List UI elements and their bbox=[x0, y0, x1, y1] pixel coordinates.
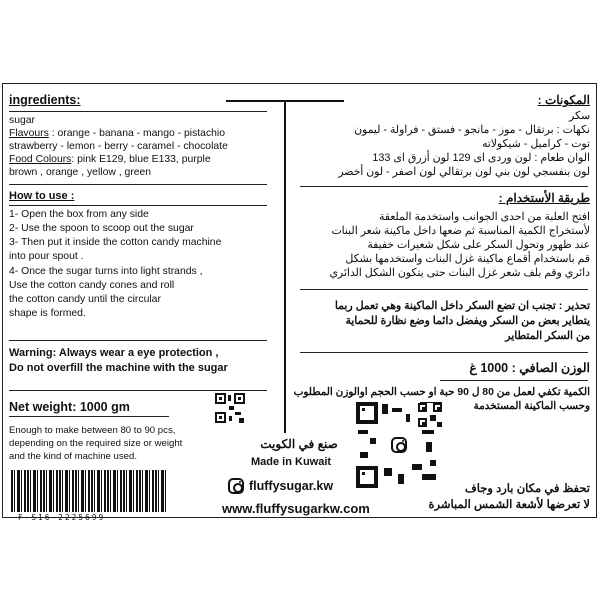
barcode-number: F-S16-2225699 bbox=[18, 513, 106, 522]
qr-module bbox=[370, 438, 376, 444]
qr-finder bbox=[356, 466, 378, 488]
qr-logo-bg bbox=[386, 432, 412, 458]
instagram-icon[interactable] bbox=[228, 478, 244, 494]
made-in-ar: صنع في الكويت bbox=[260, 437, 338, 451]
flavours-label: Flavours bbox=[9, 128, 49, 139]
colours-line-2: brown , orange , yellow , green bbox=[9, 167, 152, 178]
sugar-text-ar: سكر bbox=[569, 110, 590, 122]
howto-heading: How to use : bbox=[9, 190, 75, 202]
flavours-line bbox=[9, 127, 225, 140]
usage-heading-ar: طريقة الأستخدام : bbox=[498, 191, 590, 205]
website-link[interactable]: www.fluffysugarkw.com bbox=[222, 501, 370, 516]
sugar-text: sugar bbox=[9, 115, 35, 126]
instagram-icon bbox=[391, 437, 407, 453]
warning-ar: من السكر المتطاير bbox=[505, 330, 590, 342]
ingredients-heading: ingredients: bbox=[9, 93, 81, 107]
warning-line-1: Warning: Always wear a eye protection , bbox=[9, 347, 219, 359]
qr-code-small[interactable] bbox=[215, 393, 245, 423]
flavours-line-2: strawberry - lemon - berry - caramel - chocolate bbox=[9, 141, 228, 152]
yield-ar: الكمية تكفي لعمل من 80 ل 90 حبة او حسب الحجم اوالوزن المطلوب bbox=[293, 387, 590, 398]
qr-finder bbox=[418, 418, 427, 427]
qr-module bbox=[430, 460, 436, 466]
step-line: 3- Then put it inside the cotton candy machine bbox=[9, 237, 222, 248]
yield-line: and the kind of machine used. bbox=[9, 451, 138, 462]
yield-line: Enough to make between 80 to 90 pcs, bbox=[9, 425, 176, 436]
step-line: the cotton candy until the circular bbox=[9, 294, 161, 305]
made-in-en: Made in Kuwait bbox=[251, 456, 332, 468]
usage-line-ar: دائري وقم بلف شعر غزل البنات حتى يتكون الشكل الدائري bbox=[329, 267, 590, 279]
divider bbox=[300, 289, 588, 290]
qr-module bbox=[430, 415, 436, 421]
qr-module bbox=[412, 464, 422, 470]
divider bbox=[440, 380, 588, 381]
colours-text: : pink E129, blue E133, purple bbox=[71, 154, 211, 165]
step-line: Use the cotton candy cones and roll bbox=[9, 280, 175, 291]
colours-line bbox=[9, 153, 211, 166]
center-divider bbox=[284, 100, 286, 433]
divider bbox=[9, 390, 267, 391]
yield-line: depending on the required size or weight bbox=[9, 438, 183, 449]
step-line: 4- Once the sugar turns into light strands , bbox=[9, 266, 203, 277]
net-weight-ar: الوزن الصافي : 1000 غ bbox=[469, 361, 590, 375]
qr-module bbox=[422, 474, 436, 480]
qr-module bbox=[422, 430, 434, 434]
qr-finder bbox=[418, 403, 427, 412]
qr-finder bbox=[356, 402, 378, 424]
colours-label: Food Colours bbox=[9, 154, 72, 165]
barcode bbox=[11, 470, 166, 512]
qr-module bbox=[437, 422, 442, 427]
qr-module bbox=[358, 430, 368, 434]
qr-module bbox=[228, 395, 231, 401]
warning-line-2: Do not overfill the machine with the sugar bbox=[9, 362, 228, 374]
storage-ar-2: لا تعرضها لأشعة الشمس المباشرة bbox=[428, 499, 590, 511]
qr-finder bbox=[215, 412, 226, 423]
net-weight: Net weight: 1000 gm bbox=[9, 400, 130, 414]
instagram-handle[interactable]: fluffysugar.kw bbox=[249, 479, 334, 493]
step-line: 2- Use the spoon to scoop out the sugar bbox=[9, 223, 194, 234]
step-line: shape is formed. bbox=[9, 308, 86, 319]
warning-ar: يتطاير بعض من السكر ويفضل دائما وضع نظارة للحماية bbox=[345, 315, 590, 327]
qr-module bbox=[398, 474, 404, 484]
qr-code-small-right[interactable] bbox=[418, 403, 442, 427]
flavours-text: : orange - banana - mango - pistachio bbox=[48, 128, 226, 139]
qr-finder bbox=[433, 403, 442, 412]
qr-module bbox=[384, 468, 392, 476]
qr-module bbox=[426, 442, 432, 452]
qr-module bbox=[235, 412, 241, 415]
divider bbox=[9, 184, 267, 185]
step-line: into pour spout . bbox=[9, 251, 84, 262]
flavours-ar: نكهات : برتقال - موز - مانجو - فستق - فراولة - ليمون bbox=[354, 124, 590, 136]
qr-finder bbox=[234, 393, 245, 404]
qr-finder bbox=[215, 393, 226, 404]
usage-line-ar: لأستخراج الكمية المناسبة ثم ضعها داخل ماكينة شعر البنات bbox=[331, 225, 590, 237]
qr-module bbox=[406, 414, 410, 422]
divider bbox=[9, 111, 267, 112]
qr-module bbox=[229, 416, 232, 421]
colours-ar: الوان طعام : لون وردى اى 129 لون أزرق اى 133 bbox=[372, 152, 590, 164]
qr-module bbox=[239, 418, 244, 423]
qr-module bbox=[392, 408, 402, 412]
usage-line-ar: عند ظهور وتحول السكر على شكل شعيرات خفيفة bbox=[367, 239, 590, 251]
yield-ar-2: وحسب الماكينة المستخدمة bbox=[473, 401, 590, 412]
ingredients-heading-ar: المكونات : bbox=[537, 93, 590, 107]
storage-ar: تحفظ في مكان بارد وجاف bbox=[464, 483, 590, 495]
usage-line-ar: قم باستخدام أقماع ماكينة غزل البنات واستخدمها بشكل bbox=[345, 253, 590, 265]
warning-ar: تحذير : تجنب ان تضع السكر داخل الماكينة وهي تعمل ربما bbox=[334, 300, 590, 312]
flavours-ar-2: توت - كراميل - شيكولاته bbox=[481, 138, 590, 150]
usage-line-ar: افتح العلبة من احدى الجوانب واستخدمة الملعقة bbox=[378, 211, 590, 223]
qr-module bbox=[229, 406, 234, 410]
divider bbox=[300, 352, 588, 353]
step-line: 1- Open the box from any side bbox=[9, 209, 149, 220]
divider bbox=[300, 186, 588, 187]
divider bbox=[9, 340, 267, 341]
colours-ar-2: لون بنفسجي لون بني لون برتقالي لون اصفر - لون أخضر bbox=[338, 166, 590, 178]
qr-module bbox=[382, 404, 388, 414]
qr-module bbox=[360, 452, 368, 458]
divider bbox=[9, 416, 169, 417]
divider bbox=[9, 205, 267, 206]
